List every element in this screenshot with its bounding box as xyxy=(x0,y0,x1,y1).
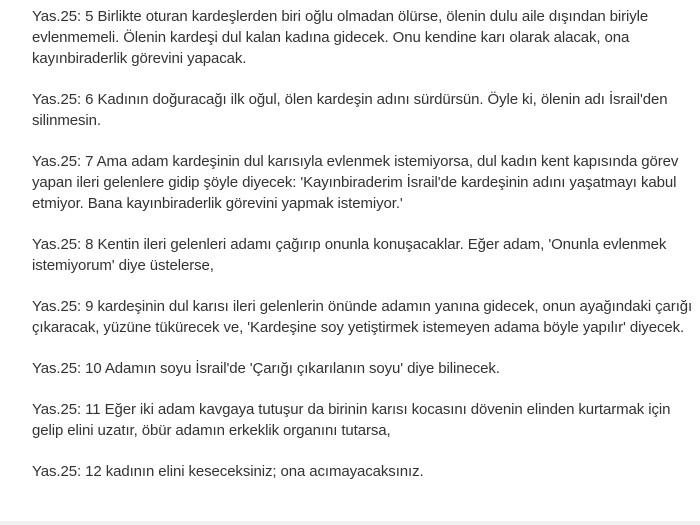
verse xyxy=(32,296,696,338)
verse-text: Birlikte oturan kardeşlerden biri oğlu olmadan ölürse, ölenin dulu aile dışından biriyle evlenmemeli. Ölenin kardeşi dul kalan kadına gidecek. Onu kendine karı olarak alacak, ona kayınbiraderlik görevini yapacak. xyxy=(32,8,649,67)
verse xyxy=(32,6,696,69)
verse-reference: Yas.25: 12 xyxy=(32,463,102,480)
verse xyxy=(32,461,696,482)
page-bottom-edge xyxy=(0,521,700,525)
verse-text: Eğer iki adam kavgaya tutuşur da birinin karısı kocasını dövenin elinden kurtarmak için gelip elini uzatır, öbür adamın erkeklik organını tutarsa, xyxy=(32,401,671,439)
verse-text: Adamın soyu İsrail'de 'Çarığı çıkarılanın soyu' diye bilinecek. xyxy=(104,360,500,377)
verse xyxy=(32,234,696,276)
verse-reference: Yas.25: 9 xyxy=(32,298,94,315)
verse-reference: Yas.25: 7 xyxy=(32,153,94,170)
verse-list xyxy=(32,6,696,502)
verse-reference: Yas.25: 11 xyxy=(32,401,101,418)
verse-text: kadının elini keseceksiniz; ona acımayacaksınız. xyxy=(105,463,424,480)
verse-reference: Yas.25: 10 xyxy=(32,360,102,377)
verse-text: Kentin ileri gelenleri adamı çağırıp onunla konuşacaklar. Eğer adam, 'Onunla evlenmek istemiyorum' diye üstelerse, xyxy=(32,236,667,274)
verse xyxy=(32,399,696,441)
verse xyxy=(32,358,696,379)
verse xyxy=(32,151,696,214)
verse-text: Kadının doğuracağı ilk oğul, ölen kardeşin adını sürdürsün. Öyle ki, ölenin adı İsrail'den silinmesin. xyxy=(32,91,668,129)
verse-reference: Yas.25: 5 xyxy=(32,8,94,25)
verse-reference: Yas.25: 8 xyxy=(32,236,94,253)
verse-reference: Yas.25: 6 xyxy=(32,91,94,108)
verse-text: kardeşinin dul karısı ileri gelenlerin önünde adamın yanına gidecek, onun ayağındaki çarığı çıkaracak, yüzüne tükürecek ve, 'Kardeşine soy yetiştirmek istemeyen adama böyle yapılır' diyecek. xyxy=(32,298,693,336)
verse xyxy=(32,89,696,131)
verse-text: Ama adam kardeşinin dul karısıyla evlenmek istemiyorsa, dul kadın kent kapısında görev yapan ileri gelenlere gidip şöyle diyecek: 'Kayınbiraderim İsrail'de kardeşinin adını yaşatmayı kabul etmiyor. Bana kayınbiraderlik görevini yapmak istemiyor.' xyxy=(32,153,679,212)
